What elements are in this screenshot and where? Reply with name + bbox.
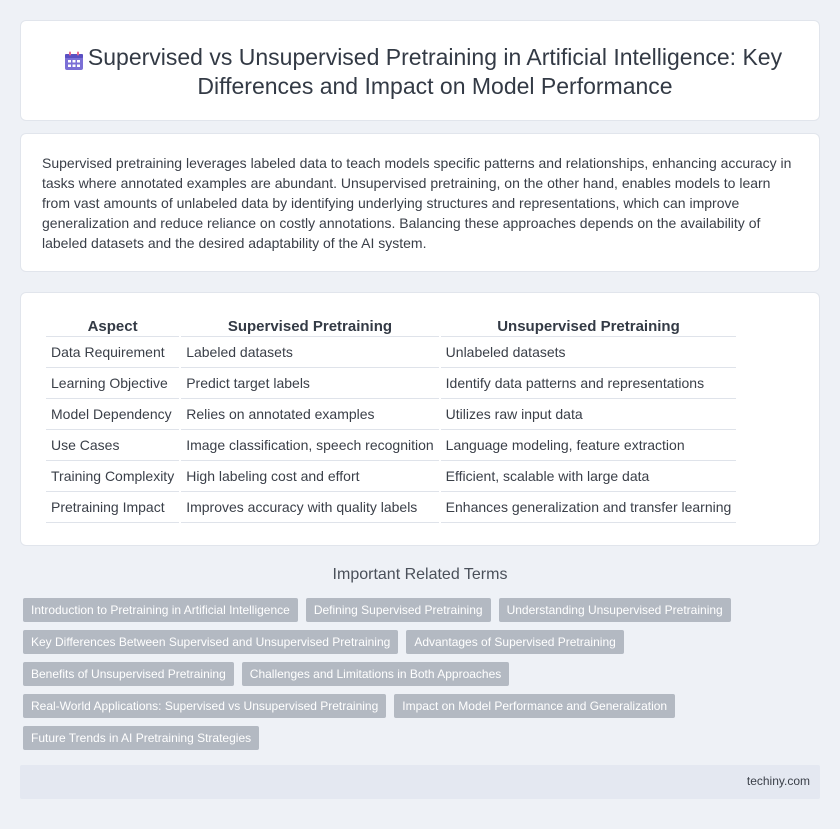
related-term-tag[interactable]: Future Trends in AI Pretraining Strategies [23,726,259,750]
table-cell-unsupervised: Identify data patterns and representations [441,368,737,399]
table-cell-aspect: Use Cases [46,430,179,461]
comparison-table [44,316,738,523]
comparison-table-card [20,292,820,546]
related-term-tag[interactable]: Impact on Model Performance and Generalization [394,694,675,718]
related-term-tag[interactable]: Introduction to Pretraining in Artificial Intelligence [23,598,298,622]
table-row [46,430,736,461]
table-cell-aspect: Learning Objective [46,368,179,399]
table-cell-supervised: Image classification, speech recognition [181,430,438,461]
intro-paragraph: Supervised pretraining leverages labeled data to teach models specific patterns and relationships, enhancing accuracy in tasks where annotated examples are abundant. Unsupervised pretraining, on the other hand, enables models to learn from vast amounts of unlabeled data by identifying underlying structures and representations, which can improve generalization and reduce reliance on costly annotations. Balancing these approaches depends on the availability of labeled datasets and the desired adaptability of the AI system. [42,155,792,251]
related-term-tag[interactable]: Advantages of Supervised Pretraining [406,630,623,654]
footer-site-link[interactable]: techiny.com [746,774,810,788]
title-wrap [21,43,819,101]
table-cell-aspect: Training Complexity [46,461,179,492]
column-header-supervised: Supervised Pretraining [181,316,438,337]
table-cell-supervised: Relies on annotated examples [181,399,438,430]
table-cell-aspect: Pretraining Impact [46,492,179,523]
table-cell-unsupervised: Language modeling, feature extraction [441,430,737,461]
calendar-grid-icon [63,50,85,72]
table-cell-unsupervised: Utilizes raw input data [441,399,737,430]
related-terms-title: Important Related Terms [332,566,508,583]
related-term-tag[interactable]: Understanding Unsupervised Pretraining [499,598,731,622]
page-title: Supervised vs Unsupervised Pretraining in Artificial Intelligence: Key Differences and Impact on Model Performance [87,44,783,99]
related-term-tag[interactable]: Defining Supervised Pretraining [306,598,491,622]
related-term-tag[interactable]: Benefits of Unsupervised Pretraining [23,662,234,686]
table-row [46,368,736,399]
table-cell-unsupervised: Efficient, scalable with large data [441,461,737,492]
table-row [46,337,736,368]
table-cell-unsupervised: Enhances generalization and transfer learning [441,492,737,523]
intro-card [20,133,820,272]
related-terms-list [23,598,823,758]
table-cell-supervised: Labeled datasets [181,337,438,368]
related-term-tag[interactable]: Real-World Applications: Supervised vs Unsupervised Pretraining [23,694,386,718]
related-term-tag[interactable]: Challenges and Limitations in Both Approaches [242,662,510,686]
header-card [20,20,820,121]
table-row [46,492,736,523]
footer [20,765,820,799]
column-header-unsupervised: Unsupervised Pretraining [441,316,737,337]
table-header-row [46,316,736,337]
table-row [46,461,736,492]
table-cell-supervised: Improves accuracy with quality labels [181,492,438,523]
related-term-tag[interactable]: Key Differences Between Supervised and Unsupervised Pretraining [23,630,398,654]
table-cell-supervised: Predict target labels [181,368,438,399]
table-cell-supervised: High labeling cost and effort [181,461,438,492]
table-cell-aspect: Data Requirement [46,337,179,368]
table-cell-unsupervised: Unlabeled datasets [441,337,737,368]
table-row [46,399,736,430]
column-header-aspect: Aspect [46,316,179,337]
table-cell-aspect: Model Dependency [46,399,179,430]
